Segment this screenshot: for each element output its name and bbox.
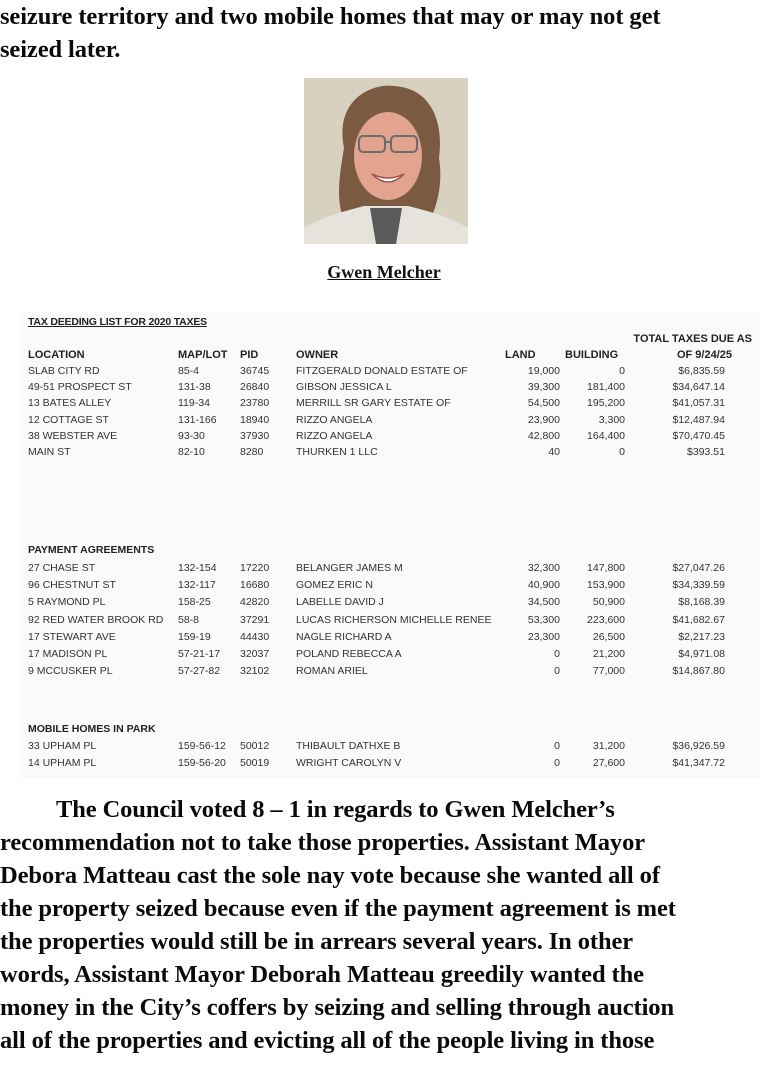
cell-building: 26,500 [592,630,625,643]
cell-building: 147,800 [587,562,625,574]
cell-map-lot: 159-56-12 [178,740,226,752]
cell-land: 34,500 [527,596,560,609]
cell-building: 21,200 [592,648,625,660]
cell-building: 181,400 [587,381,625,394]
text-line: the properties would still be in arrears several years. In other [0,928,634,955]
table-row [20,381,760,396]
article-paragraph-top [0,0,768,66]
cell-pid: 17220 [240,562,270,574]
cell-total: $36,926.59 [672,740,725,752]
cell-owner: GOMEZ ERIC N [296,579,374,592]
cell-building: 223,600 [587,613,625,626]
cell-owner: THURKEN 1 LLC [296,446,378,458]
header-building: BUILDING [565,349,619,361]
cell-map-lot: 158-25 [178,596,211,609]
cell-total: $70,470.45 [672,429,725,442]
cell-map-lot: 57-21-17 [178,648,221,660]
cell-pid: 50012 [240,740,270,752]
cell-total: $41,057.31 [672,397,725,410]
cell-pid: 18940 [240,413,270,426]
cell-map-lot: 93-30 [178,429,205,442]
cell-pid: 36745 [240,365,270,377]
cell-map-lot: 159-19 [178,630,211,643]
cell-total: $27,047.26 [672,562,725,574]
cell-building: 27,600 [592,757,625,769]
cell-land: 40,900 [527,579,560,592]
table-row [20,562,760,577]
cell-location: 17 STEWART AVE [28,630,116,643]
text-line: money in the City’s coffers by seizing and selling through auction [0,994,674,1021]
table-row [20,365,760,380]
cell-owner: RIZZO ANGELA [296,413,373,426]
cell-owner: WRIGHT CAROLYN V [296,757,402,769]
cell-building: 3,300 [598,413,625,426]
cell-pid: 16680 [240,579,270,592]
cell-location: 5 RAYMOND PL [28,596,106,609]
cell-map-lot: 131-38 [178,381,211,394]
cell-location: 12 COTTAGE ST [28,413,109,426]
cell-land: 42,800 [527,429,560,442]
cell-owner: BELANGER JAMES M [296,562,403,574]
cell-total: $393.51 [687,446,725,458]
cell-pid: 32037 [240,648,270,660]
cell-location: 96 CHESTNUT ST [28,579,116,592]
cell-location: MAIN ST [28,446,71,458]
text-line: The Council voted 8 – 1 in regards to Gwen Melcher’s [56,796,615,823]
cell-building: 0 [619,446,625,458]
portrait-photo [304,78,468,244]
header-total-line2: OF 9/24/25 [676,349,732,361]
cell-total: $34,339.59 [672,579,725,592]
cell-building: 77,000 [592,665,625,678]
cell-land: 0 [554,757,560,769]
cell-owner: NAGLE RICHARD A [296,630,392,643]
cell-land: 40 [548,446,560,458]
table-title: TAX DEEDING LIST FOR 2020 TAXES [28,316,207,328]
table-row [20,414,760,429]
cell-owner: ROMAN ARIEL [296,665,368,678]
cell-land: 23,300 [527,630,560,643]
cell-total: $14,867.80 [672,665,725,678]
table-row [20,648,760,663]
table-row [20,740,760,755]
cell-pid: 42820 [240,596,270,609]
cell-location: 13 BATES ALLEY [28,397,112,410]
cell-total: $2,217.23 [678,630,725,643]
cell-owner: THIBAULT DATHXE B [296,740,401,752]
cell-location: 33 UPHAM PL [28,740,97,752]
portrait-image [304,78,468,244]
table-row [20,446,760,461]
article-paragraph-bottom [0,793,768,1057]
tax-deeding-table [20,312,760,778]
cell-owner: MERRILL SR GARY ESTATE OF [296,397,451,410]
cell-total: $41,682.67 [672,613,725,626]
photo-caption: Gwen Melcher [327,262,441,282]
text-line: Debora Matteau cast the sole nay vote because she wanted all of [0,862,660,889]
header-owner: OWNER [296,349,339,361]
cell-location: SLAB CITY RD [28,365,100,377]
cell-land: 19,000 [527,365,560,377]
cell-land: 0 [554,740,560,752]
cell-building: 31,200 [592,740,625,752]
cell-total: $41,347.72 [672,757,725,769]
cell-location: 14 UPHAM PL [28,757,97,769]
cell-location: 92 RED WATER BROOK RD [28,613,164,626]
cell-land: 53,300 [527,613,560,626]
text-line: words, Assistant Mayor Deborah Matteau greedily wanted the [0,961,644,988]
cell-owner: LUCAS RICHERSON MICHELLE RENEE [296,613,492,626]
cell-building: 0 [619,365,625,377]
cell-map-lot: 82-10 [178,446,205,458]
cell-location: 38 WEBSTER AVE [28,429,118,442]
cell-land: 39,300 [527,381,560,394]
cell-owner: RIZZO ANGELA [296,429,373,442]
table-row [20,665,760,680]
cell-pid: 37930 [240,429,270,442]
cell-total: $6,835.59 [678,365,725,377]
cell-building: 164,400 [587,429,625,442]
cell-map-lot: 57-27-82 [178,665,221,678]
section-title-mobile: MOBILE HOMES IN PARK [28,723,156,735]
header-pid: PID [240,349,259,361]
table-row [20,631,760,646]
cell-owner: FITZGERALD DONALD ESTATE OF [296,365,468,377]
table-row [20,397,760,412]
table-row [20,596,760,611]
table-row [20,430,760,445]
cell-location: 17 MADISON PL [28,648,108,660]
cell-land: 32,300 [527,562,560,574]
cell-map-lot: 119-34 [178,397,210,410]
cell-map-lot: 58-8 [178,613,200,626]
cell-land: 0 [554,665,560,678]
text-line: recommendation not to take those properties. Assistant Mayor [0,829,646,856]
text-line: seizure territory and two mobile homes that may or may not get [0,3,661,30]
cell-owner: GIBSON JESSICA L [296,381,392,394]
header-map-lot: MAP/LOT [178,349,228,361]
text-line: all of the properties and evicting all of the people living in those [0,1027,655,1054]
cell-pid: 8280 [240,446,264,458]
cell-map-lot: 159-56-20 [178,757,226,769]
table-row [20,614,760,629]
cell-total: $34,647.14 [672,381,725,394]
table-row [20,579,760,594]
cell-total: $8,168.39 [678,596,725,609]
cell-total: $12,487.94 [672,413,725,426]
cell-building: 153,900 [587,579,625,592]
cell-owner: POLAND REBECCA A [296,648,402,660]
header-land: LAND [505,349,536,361]
text-line: seized later. [0,36,121,63]
cell-pid: 37291 [240,613,270,626]
cell-map-lot: 85-4 [178,365,200,377]
header-location: LOCATION [28,349,85,361]
cell-land: 23,900 [527,413,560,426]
cell-land: 0 [554,648,560,660]
cell-pid: 32102 [240,665,270,678]
cell-building: 50,900 [592,596,625,609]
cell-total: $4,971.08 [678,648,725,660]
cell-location: 9 MCCUSKER PL [28,665,113,678]
header-total-line1: TOTAL TAXES DUE AS [633,333,752,345]
cell-pid: 44430 [240,630,270,643]
cell-owner: LABELLE DAVID J [296,596,384,609]
cell-land: 54,500 [527,397,560,410]
table-row [20,757,760,772]
cell-map-lot: 132-117 [178,579,216,592]
section-title-payment: PAYMENT AGREEMENTS [28,544,155,556]
cell-location: 49-51 PROSPECT ST [28,381,132,394]
cell-map-lot: 131-166 [178,413,217,426]
cell-building: 195,200 [587,397,625,410]
cell-pid: 50019 [240,757,270,769]
cell-pid: 23780 [240,397,270,410]
text-line: the property seized because even if the payment agreement is met [0,895,676,922]
cell-location: 27 CHASE ST [28,562,96,574]
cell-map-lot: 132-154 [178,562,217,574]
cell-pid: 26840 [240,381,270,394]
